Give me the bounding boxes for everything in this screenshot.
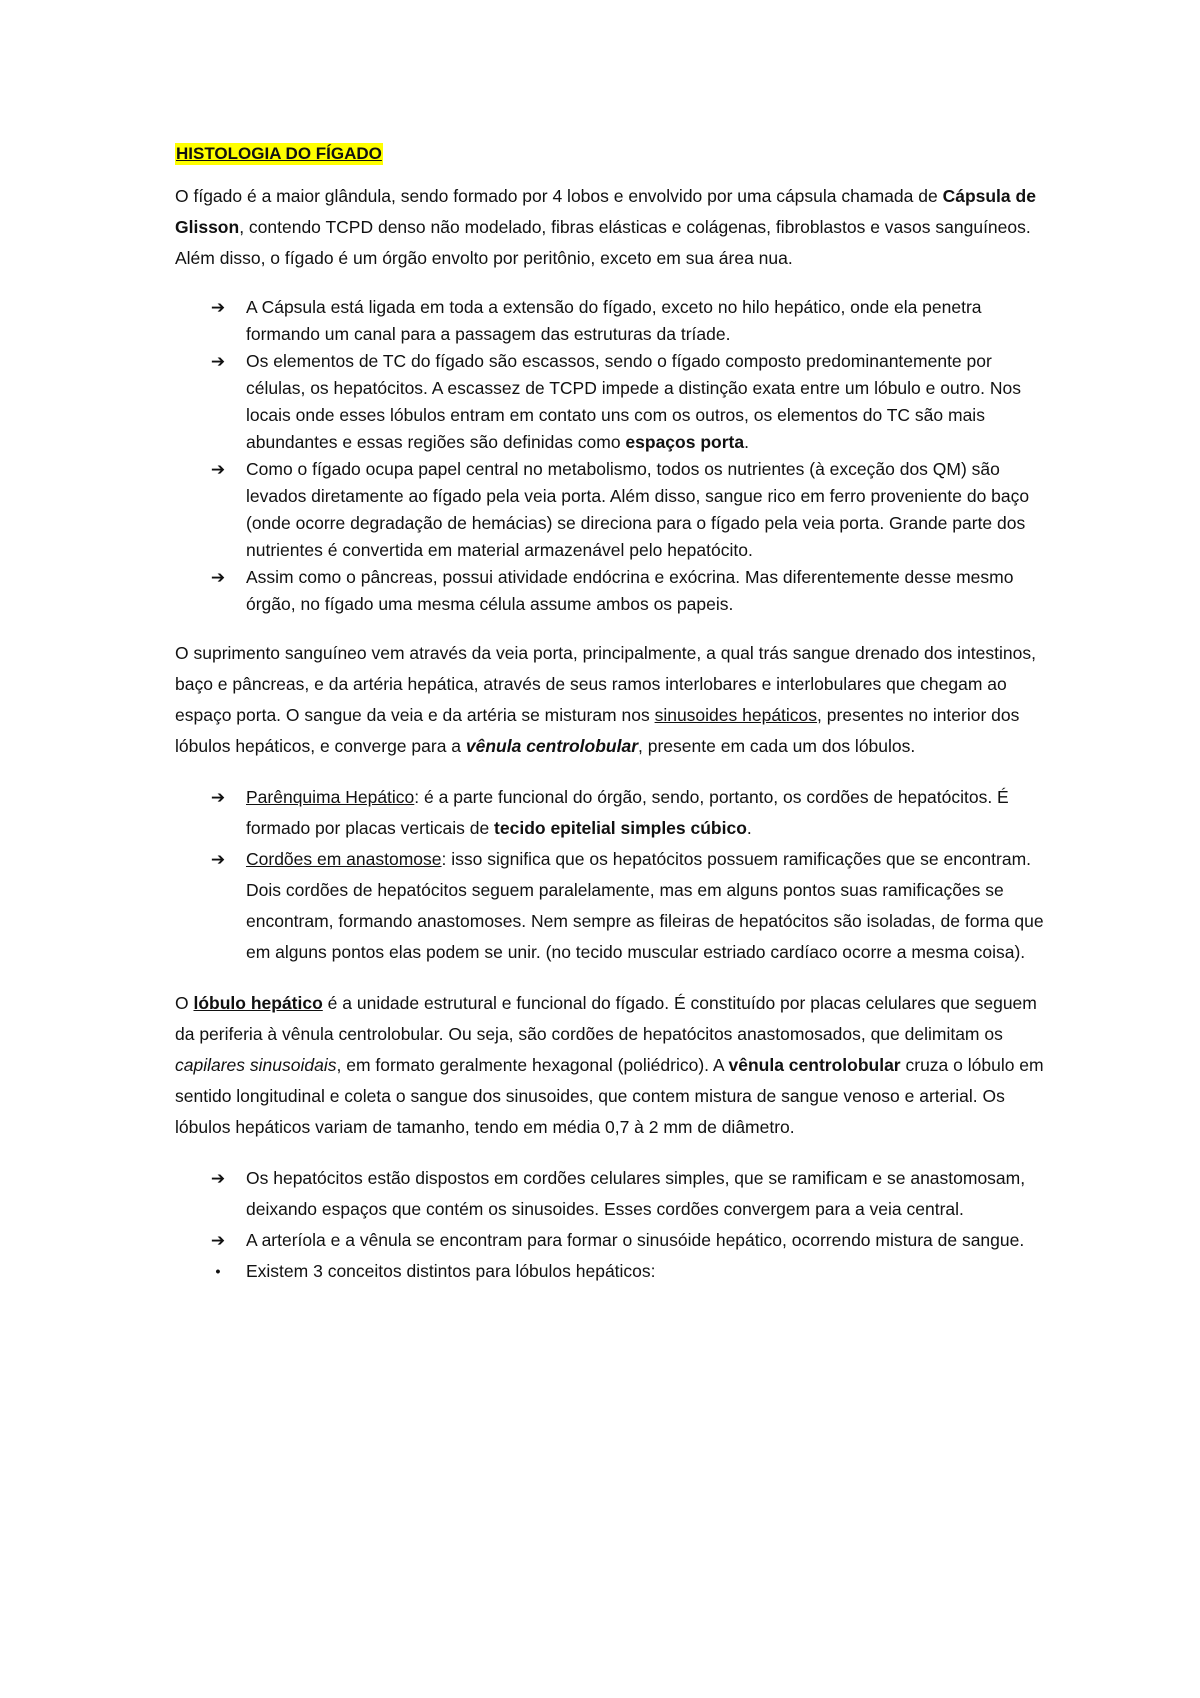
bold-term: Cápsula de Glisson [175, 186, 1036, 237]
page-title: HISTOLOGIA DO FÍGADO [176, 144, 382, 163]
bold-term: tecido epitelial simples cúbico [494, 818, 747, 838]
list-item-text: A Cápsula está ligada em toda a extensão do fígado, exceto no hilo hepático, onde ela penetra formando um canal para a passagem das estruturas da tríade. [246, 297, 982, 344]
list-item-text: A arteríola e a vênula se encontram para formar o sinusóide hepático, ocorrendo mistura de sangue. [246, 1230, 1025, 1250]
text-run: O fígado é a maior glândula, sendo formado por 4 lobos e envolvido por uma cápsula chamada de [175, 186, 943, 206]
text-run: é a unidade estrutural e funcional do fígado. É constituído por placas celulares que seguem da periferia à vênula centrolobular. Ou seja, são cordões de hepatócitos anastomosados, que delimitam os [175, 993, 1037, 1044]
list-item [175, 1163, 1045, 1225]
list-item-text: Os hepatócitos estão dispostos em cordões celulares simples, que se ramificam e se anastomosam, deixando espaços que contém os sinusoides. Esses cordões convergem para a veia central. [246, 1168, 1026, 1219]
arrow-icon: ➔ [210, 788, 226, 807]
arrow-icon: ➔ [210, 1231, 226, 1250]
arrow-icon: ➔ [210, 352, 226, 371]
text-run: , em formato geralmente hexagonal (poliédrico). A [336, 1055, 729, 1075]
list-item [175, 844, 1045, 968]
underlined-term: sinusoides hepáticos [654, 705, 818, 725]
capsule-list [175, 294, 1045, 618]
bold-italic-term: vênula centrolobular [465, 736, 639, 756]
list-item-text: . [746, 818, 752, 838]
list-item [175, 294, 1045, 348]
list-item-text: Assim como o pâncreas, possui atividade endócrina e exócrina. Mas diferentemente desse mesmo órgão, no fígado uma mesma célula assume ambos os papeis. [246, 567, 1014, 614]
underlined-term: Parênquima Hepático [246, 787, 415, 807]
underlined-term: Cordões em anastomose [246, 849, 442, 869]
list-item-text: Existem 3 conceitos distintos para lóbulos hepáticos: [246, 1261, 656, 1281]
arrow-icon: ➔ [210, 460, 226, 479]
text-run: O [175, 993, 194, 1013]
list-item-text: : é a parte funcional do órgão, sendo, portanto, os cordões de hepatócitos. É formado por placas verticais de [246, 787, 1009, 838]
bold-term: vênula centrolobular [728, 1055, 901, 1075]
list-item [175, 564, 1045, 618]
bold-term: espaços porta [625, 432, 745, 452]
list-item-text: Como o fígado ocupa papel central no metabolismo, todos os nutrientes (à exceção dos QM) são levados diretamente ao fígado pela veia porta. Além disso, sangue rico em ferro proveniente do baço (onde ocorre degradação de hemácias) se direciona para o fígado pela veia porta. Grande parte dos nutrientes é convertida em material armazenável pelo hepatócito. [246, 459, 1030, 560]
lobule-paragraph [175, 988, 1045, 1143]
italic-term: capilares sinusoidais [175, 1055, 337, 1075]
intro-paragraph [175, 181, 1045, 274]
arrow-icon: ➔ [210, 1169, 226, 1188]
list-item [175, 348, 1045, 456]
hepatocyte-list [175, 1163, 1045, 1287]
list-item [175, 1256, 1045, 1287]
list-item [175, 782, 1045, 844]
list-item-text: : isso significa que os hepatócitos possuem ramificações que se encontram. Dois cordões de hepatócitos seguem paralelamente, mas em alguns pontos suas ramificações se encontram, formando anastomoses. Nem sempre as fileiras de hepatócitos são isoladas, de forma que em alguns pontos elas podem se unir. (no tecido muscular estriado cardíaco ocorre a mesma coisa). [246, 849, 1044, 962]
text-run: O suprimento sanguíneo vem através da veia porta, principalmente, a qual trás sangue drenado dos intestinos, baço e pâncreas, e da artéria hepática, através de seus ramos interlobares e interlobulares que chegam ao espaço porta. O sangue da veia e da artéria se misturam nos [175, 643, 1036, 725]
text-run: , presentes no interior dos lóbulos hepáticos, e converge para a [175, 705, 1020, 756]
list-item [175, 456, 1045, 564]
bold-underlined-term: lóbulo hepático [193, 993, 323, 1013]
list-item-text: Os elementos de TC do fígado são escassos, sendo o fígado composto predominantemente por células, os hepatócitos. A escassez de TCPD impede a distinção exata entre um lóbulo e outro. Nos locais onde esses lóbulos entram em contato uns com os outros, os elementos do TC são mais abundantes e essas regiões são definidas como [246, 351, 1021, 452]
list-item [175, 1225, 1045, 1256]
parenchyma-list [175, 782, 1045, 968]
blood-supply-paragraph [175, 638, 1045, 762]
text-run: cruza o lóbulo em sentido longitudinal e coleta o sangue dos sinusoides, que contem mistura de sangue venoso e arterial. Os lóbulos hepáticos variam de tamanho, tendo em média 0,7 à 2 mm de diâmetro. [175, 1055, 1044, 1137]
document-page [175, 143, 1045, 1287]
bullet-icon: • [215, 1263, 221, 1279]
text-run: , presente em cada um dos lóbulos. [638, 736, 916, 756]
arrow-icon: ➔ [210, 850, 226, 869]
list-item-text: . [744, 432, 749, 452]
arrow-icon: ➔ [210, 568, 226, 587]
text-run: , contendo TCPD denso não modelado, fibras elásticas e colágenas, fibroblastos e vasos sanguíneos. Além disso, o fígado é um órgão envolto por peritônio, exceto em sua área nua. [175, 217, 1031, 268]
arrow-icon: ➔ [210, 298, 226, 317]
